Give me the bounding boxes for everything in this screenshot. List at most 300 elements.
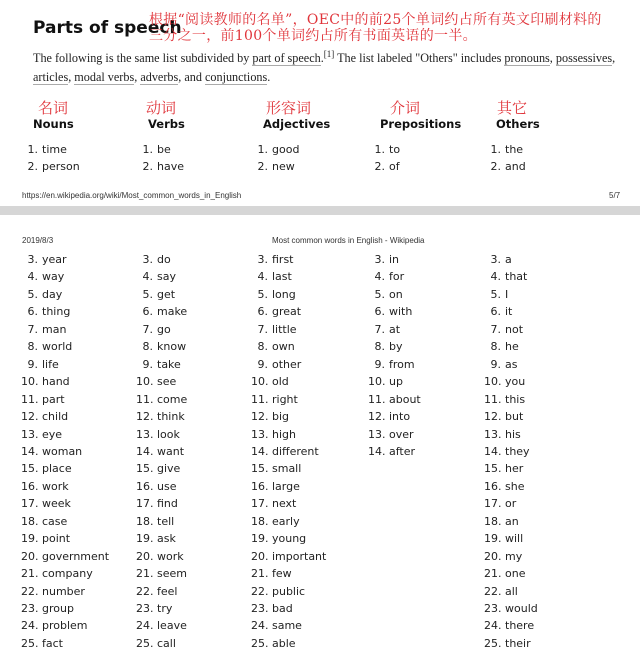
- word-list-item: [484, 497, 516, 510]
- word: it: [505, 305, 513, 319]
- item-number: 1.: [490, 143, 501, 156]
- word-list-item: [251, 550, 326, 563]
- item-number: 12.: [251, 410, 269, 424]
- word-list-item: [251, 375, 289, 388]
- word-list-item: [136, 340, 186, 353]
- word: important: [272, 549, 327, 563]
- word-list-item: [21, 637, 63, 650]
- word: there: [505, 619, 535, 633]
- item-number: 14.: [21, 444, 39, 458]
- item-number: 4.: [490, 270, 501, 284]
- item-number: 10.: [484, 375, 502, 389]
- word-list-item: [368, 253, 399, 266]
- word: they: [505, 444, 530, 458]
- word-list-item: [368, 445, 415, 458]
- item-number: 14.: [484, 444, 502, 458]
- item-number: 6.: [257, 305, 268, 319]
- item-number: 6.: [27, 305, 38, 319]
- item-number: 14.: [136, 444, 154, 458]
- word: to: [389, 143, 401, 156]
- word-list-item: [136, 602, 172, 615]
- item-number: 19.: [251, 532, 269, 546]
- page-break: [0, 206, 640, 215]
- word: old: [272, 375, 289, 389]
- word-list-item: [484, 637, 531, 650]
- word: life: [42, 357, 59, 371]
- word-list-item: [368, 358, 415, 371]
- word: own: [272, 340, 295, 354]
- word: say: [157, 270, 176, 284]
- word: from: [389, 357, 415, 371]
- item-number: 2.: [27, 160, 38, 174]
- word: think: [157, 410, 185, 424]
- word-list-item: [251, 602, 293, 615]
- link-conjunctions[interactable]: conjunctions: [204, 70, 268, 85]
- item-number: 17.: [21, 497, 39, 511]
- item-number: 4.: [374, 270, 385, 284]
- word-list-item: [484, 160, 526, 173]
- item-number: 25.: [484, 636, 502, 650]
- item-number: 14.: [251, 444, 269, 458]
- item-number: 13.: [21, 427, 39, 441]
- word: not: [505, 322, 524, 336]
- item-number: 10.: [21, 375, 39, 389]
- item-number: 22.: [136, 584, 154, 598]
- word-list-item: [251, 393, 298, 406]
- word: large: [272, 479, 300, 493]
- word: find: [157, 497, 178, 511]
- word-list-item: [368, 393, 421, 406]
- word: world: [42, 340, 73, 354]
- item-number: 6.: [374, 305, 385, 319]
- word: right: [272, 392, 298, 406]
- word: able: [272, 636, 296, 650]
- link-part-of-speech[interactable]: part of speech: [252, 51, 321, 66]
- word: other: [272, 357, 302, 371]
- word-list-item: [21, 480, 69, 493]
- item-number: 17.: [251, 497, 269, 511]
- word-list-item: [251, 532, 306, 545]
- word-list-item: [136, 445, 184, 458]
- word: one: [505, 567, 526, 581]
- item-number: 25.: [136, 636, 154, 650]
- item-number: 14.: [368, 444, 386, 458]
- word: time: [42, 143, 67, 156]
- word: small: [272, 462, 302, 476]
- word: hand: [42, 375, 70, 389]
- column-header-verbs: Verbs: [148, 117, 185, 131]
- word: with: [389, 305, 413, 319]
- word: go: [157, 322, 171, 336]
- item-number: 21.: [21, 567, 39, 581]
- item-number: 8.: [142, 340, 153, 354]
- word-list-item: [21, 602, 74, 615]
- item-number: 2.: [374, 160, 385, 174]
- word: over: [389, 427, 414, 441]
- word-list-item: [136, 358, 181, 371]
- word: little: [272, 322, 297, 336]
- item-number: 15.: [484, 462, 502, 476]
- item-number: 8.: [490, 340, 501, 354]
- word-list-item: [136, 143, 171, 156]
- word: great: [272, 305, 302, 319]
- item-number: 17.: [484, 497, 502, 511]
- word-list-item: [136, 305, 187, 318]
- item-number: 4.: [257, 270, 268, 284]
- word-list-item: [484, 340, 519, 353]
- header-date: 2019/8/3: [22, 236, 54, 245]
- item-number: 3.: [257, 253, 268, 266]
- word: early: [272, 514, 300, 528]
- item-number: 7.: [257, 322, 268, 336]
- word-list-item: [251, 619, 302, 632]
- word: work: [42, 479, 69, 493]
- item-number: 11.: [251, 392, 269, 406]
- word: last: [272, 270, 292, 284]
- word-list-item: [21, 253, 67, 266]
- word-list-item: [251, 462, 301, 475]
- word-list-item: [21, 497, 71, 510]
- item-number: 5.: [490, 287, 501, 301]
- word-list-item: [21, 358, 59, 371]
- word-list-item: [484, 305, 512, 318]
- item-number: 15.: [21, 462, 39, 476]
- item-number: 18.: [21, 514, 39, 528]
- word: want: [157, 444, 185, 458]
- word: fact: [42, 636, 63, 650]
- item-number: 3.: [142, 253, 153, 266]
- word: day: [42, 287, 63, 301]
- word-list-item: [136, 410, 185, 423]
- word-list-item: [21, 375, 70, 388]
- item-number: 7.: [27, 322, 38, 336]
- item-number: 12.: [21, 410, 39, 424]
- word-list-item: [251, 160, 295, 173]
- footer-url: https://en.wikipedia.org/wiki/Most_common_words_in_English: [22, 191, 242, 200]
- word-list-item: [368, 323, 400, 336]
- word: take: [157, 357, 181, 371]
- item-number: 22.: [21, 584, 39, 598]
- word: good: [272, 143, 300, 156]
- word: first: [272, 253, 294, 266]
- item-number: 15.: [251, 462, 269, 476]
- item-number: 3.: [374, 253, 385, 266]
- word: of: [389, 160, 400, 174]
- word: at: [389, 322, 401, 336]
- item-number: 12.: [136, 410, 154, 424]
- word-list-item: [251, 358, 301, 371]
- word: that: [505, 270, 528, 284]
- word-list-item: [251, 515, 300, 528]
- word: as: [505, 357, 518, 371]
- item-number: 5.: [142, 287, 153, 301]
- word: public: [272, 584, 306, 598]
- word: way: [42, 270, 65, 284]
- word: by: [389, 340, 403, 354]
- word-list-item: [251, 340, 295, 353]
- word: do: [157, 253, 171, 266]
- word: the: [505, 143, 524, 156]
- item-number: 10.: [136, 375, 154, 389]
- item-number: 10.: [251, 375, 269, 389]
- word: up: [389, 375, 403, 389]
- word-list-item: [21, 619, 88, 632]
- link-adverbs[interactable]: adverbs: [140, 70, 179, 85]
- word: about: [389, 392, 421, 406]
- word-list-item: [484, 253, 512, 266]
- column-annotation-adjectives: 形容词: [266, 99, 312, 117]
- word-list-item: [21, 550, 109, 563]
- word-list-item: [251, 305, 301, 318]
- word: person: [42, 160, 80, 174]
- item-number: 2.: [257, 160, 268, 174]
- item-number: 19.: [136, 532, 154, 546]
- item-number: 4.: [142, 270, 153, 284]
- word: group: [42, 602, 74, 615]
- word-list-item: [136, 532, 176, 545]
- item-number: 1.: [374, 143, 385, 156]
- word-list-item: [251, 288, 296, 301]
- intro-text: ,: [68, 70, 75, 85]
- column-header-adjectives: Adjectives: [263, 117, 331, 131]
- item-number: 24.: [484, 619, 502, 633]
- word-list-item: [251, 445, 319, 458]
- item-number: 23.: [21, 602, 39, 615]
- item-number: 10.: [368, 375, 386, 389]
- word-list-item: [21, 585, 85, 598]
- word-list-item: [251, 637, 296, 650]
- word: after: [389, 444, 416, 458]
- word-list-item: [136, 393, 187, 406]
- link-articles[interactable]: articles: [33, 70, 69, 85]
- word-list-item: [21, 567, 93, 580]
- word-list-item: [484, 515, 519, 528]
- word-list-item: [484, 143, 523, 156]
- item-number: 6.: [490, 305, 501, 319]
- word-list-item: [136, 550, 184, 563]
- item-number: 4.: [27, 270, 38, 284]
- item-number: 18.: [484, 514, 502, 528]
- item-number: 20.: [251, 549, 269, 563]
- item-number: 25.: [21, 636, 39, 650]
- item-number: 7.: [374, 322, 385, 336]
- item-number: 24.: [136, 619, 154, 633]
- item-number: 23.: [251, 602, 269, 615]
- word-list-item: [368, 143, 400, 156]
- item-number: 24.: [251, 619, 269, 633]
- word: she: [505, 479, 525, 493]
- intro-text: , and: [178, 70, 205, 85]
- word-list-item: [136, 375, 176, 388]
- word: be: [157, 143, 171, 156]
- header-title: Most common words in English - Wikipedia: [272, 236, 425, 245]
- word: an: [505, 514, 519, 528]
- word: he: [505, 340, 519, 354]
- word-list-item: [251, 428, 296, 441]
- item-number: 21.: [484, 567, 502, 581]
- item-number: 11.: [484, 392, 502, 406]
- word-list-item: [21, 270, 64, 283]
- word: make: [157, 305, 188, 319]
- word: will: [505, 532, 524, 546]
- word: a: [505, 253, 512, 266]
- item-number: 18.: [136, 514, 154, 528]
- word-list-item: [484, 462, 523, 475]
- word-list-item: [136, 480, 176, 493]
- word: look: [157, 427, 180, 441]
- item-number: 20.: [484, 549, 502, 563]
- item-number: 24.: [21, 619, 39, 633]
- word: part: [42, 392, 65, 406]
- word-list-item: [368, 428, 414, 441]
- word: different: [272, 444, 319, 458]
- word-list-item: [484, 602, 538, 615]
- item-number: 16.: [251, 479, 269, 493]
- word: my: [505, 549, 523, 563]
- item-number: 2.: [490, 160, 501, 174]
- column-header-nouns: Nouns: [33, 117, 74, 131]
- section-title: Parts of speech: [33, 18, 182, 38]
- word-list-item: [484, 619, 534, 632]
- word-list-item: [368, 410, 410, 423]
- item-number: 13.: [251, 427, 269, 441]
- item-number: 9.: [27, 357, 38, 371]
- word-list-item: [21, 428, 62, 441]
- word: have: [157, 160, 184, 174]
- column-header-others: Others: [496, 117, 540, 131]
- word: call: [157, 636, 176, 650]
- intro-text: .: [267, 70, 271, 85]
- word: next: [272, 497, 297, 511]
- item-number: 23.: [136, 602, 154, 615]
- word: bad: [272, 602, 293, 615]
- word-list-item: [21, 515, 67, 528]
- word-list-item: [136, 497, 178, 510]
- word: this: [505, 392, 526, 406]
- word-list-item: [368, 375, 403, 388]
- link-pronouns[interactable]: pronouns: [504, 51, 550, 66]
- item-number: 15.: [136, 462, 154, 476]
- word-list-item: [251, 253, 294, 266]
- item-number: 1.: [27, 143, 38, 156]
- link-modal-verbs[interactable]: modal verbs: [74, 70, 135, 85]
- word-list-item: [484, 480, 524, 493]
- word-list-item: [21, 393, 65, 406]
- word: try: [157, 602, 173, 615]
- word: give: [157, 462, 181, 476]
- word: ask: [157, 532, 176, 546]
- item-number: 3.: [27, 253, 38, 266]
- column-annotation-verbs: 动词: [146, 99, 177, 117]
- link-possessives[interactable]: possessives: [555, 51, 613, 66]
- word: young: [272, 532, 307, 546]
- item-number: 13.: [484, 427, 502, 441]
- item-number: 22.: [251, 584, 269, 598]
- item-number: 9.: [374, 357, 385, 371]
- item-number: 20.: [21, 549, 39, 563]
- word-list-item: [251, 567, 292, 580]
- word-list-item: [136, 567, 187, 580]
- column-header-prepositions: Prepositions: [380, 117, 462, 131]
- item-number: 13.: [136, 427, 154, 441]
- word-list-item: [251, 585, 305, 598]
- word: his: [505, 427, 521, 441]
- word-list-item: [136, 585, 177, 598]
- item-number: 11.: [21, 392, 39, 406]
- annotation-line-1: 根据“阅读教师的名单”，OEC中的前25个单词约占所有英文印刷材料的: [149, 12, 602, 28]
- word: you: [505, 375, 526, 389]
- word-list-item: [484, 393, 525, 406]
- word-list-item: [368, 270, 404, 283]
- word-list-item: [136, 160, 184, 173]
- item-number: 5.: [27, 287, 38, 301]
- word-list-item: [21, 532, 70, 545]
- column-annotation-others: 其它: [497, 99, 528, 117]
- word: feel: [157, 584, 178, 598]
- word: see: [157, 375, 177, 389]
- word: long: [272, 287, 296, 301]
- word: for: [389, 270, 405, 284]
- word: woman: [42, 444, 83, 458]
- word-list-item: [21, 445, 82, 458]
- item-number: 16.: [21, 479, 39, 493]
- item-number: 20.: [136, 549, 154, 563]
- word: tell: [157, 514, 175, 528]
- word-list-item: [368, 288, 403, 301]
- word: eye: [42, 427, 63, 441]
- word-list-item: [21, 410, 68, 423]
- word: in: [389, 253, 400, 266]
- word: company: [42, 567, 93, 581]
- word: problem: [42, 619, 88, 633]
- word-list-item: [484, 550, 522, 563]
- word-list-item: [251, 410, 289, 423]
- item-number: 12.: [368, 410, 386, 424]
- word-list-item: [484, 270, 527, 283]
- reference-link[interactable]: [1]: [323, 49, 335, 59]
- intro-text: ,: [549, 51, 556, 66]
- word-list-item: [21, 462, 72, 475]
- word: her: [505, 462, 524, 476]
- item-number: 18.: [251, 514, 269, 528]
- word: know: [157, 340, 187, 354]
- word: point: [42, 532, 71, 546]
- word-list-item: [251, 143, 299, 156]
- item-number: 21.: [136, 567, 154, 581]
- word: get: [157, 287, 176, 301]
- item-number: 16.: [136, 479, 154, 493]
- word-list-item: [484, 585, 518, 598]
- item-number: 7.: [142, 322, 153, 336]
- word-list-item: [21, 340, 72, 353]
- word: place: [42, 462, 72, 476]
- item-number: 8.: [257, 340, 268, 354]
- item-number: 21.: [251, 567, 269, 581]
- footer-page-number: 5/7: [609, 191, 621, 200]
- word: I: [505, 287, 509, 301]
- word-list-item: [21, 305, 70, 318]
- word: new: [272, 160, 295, 174]
- item-number: 11.: [368, 392, 386, 406]
- word: but: [505, 410, 524, 424]
- word: all: [505, 584, 518, 598]
- word-list-item: [484, 532, 523, 545]
- item-number: 1.: [142, 143, 153, 156]
- word: man: [42, 322, 67, 336]
- item-number: 5.: [257, 287, 268, 301]
- word-list-item: [368, 305, 412, 318]
- item-number: 13.: [368, 427, 386, 441]
